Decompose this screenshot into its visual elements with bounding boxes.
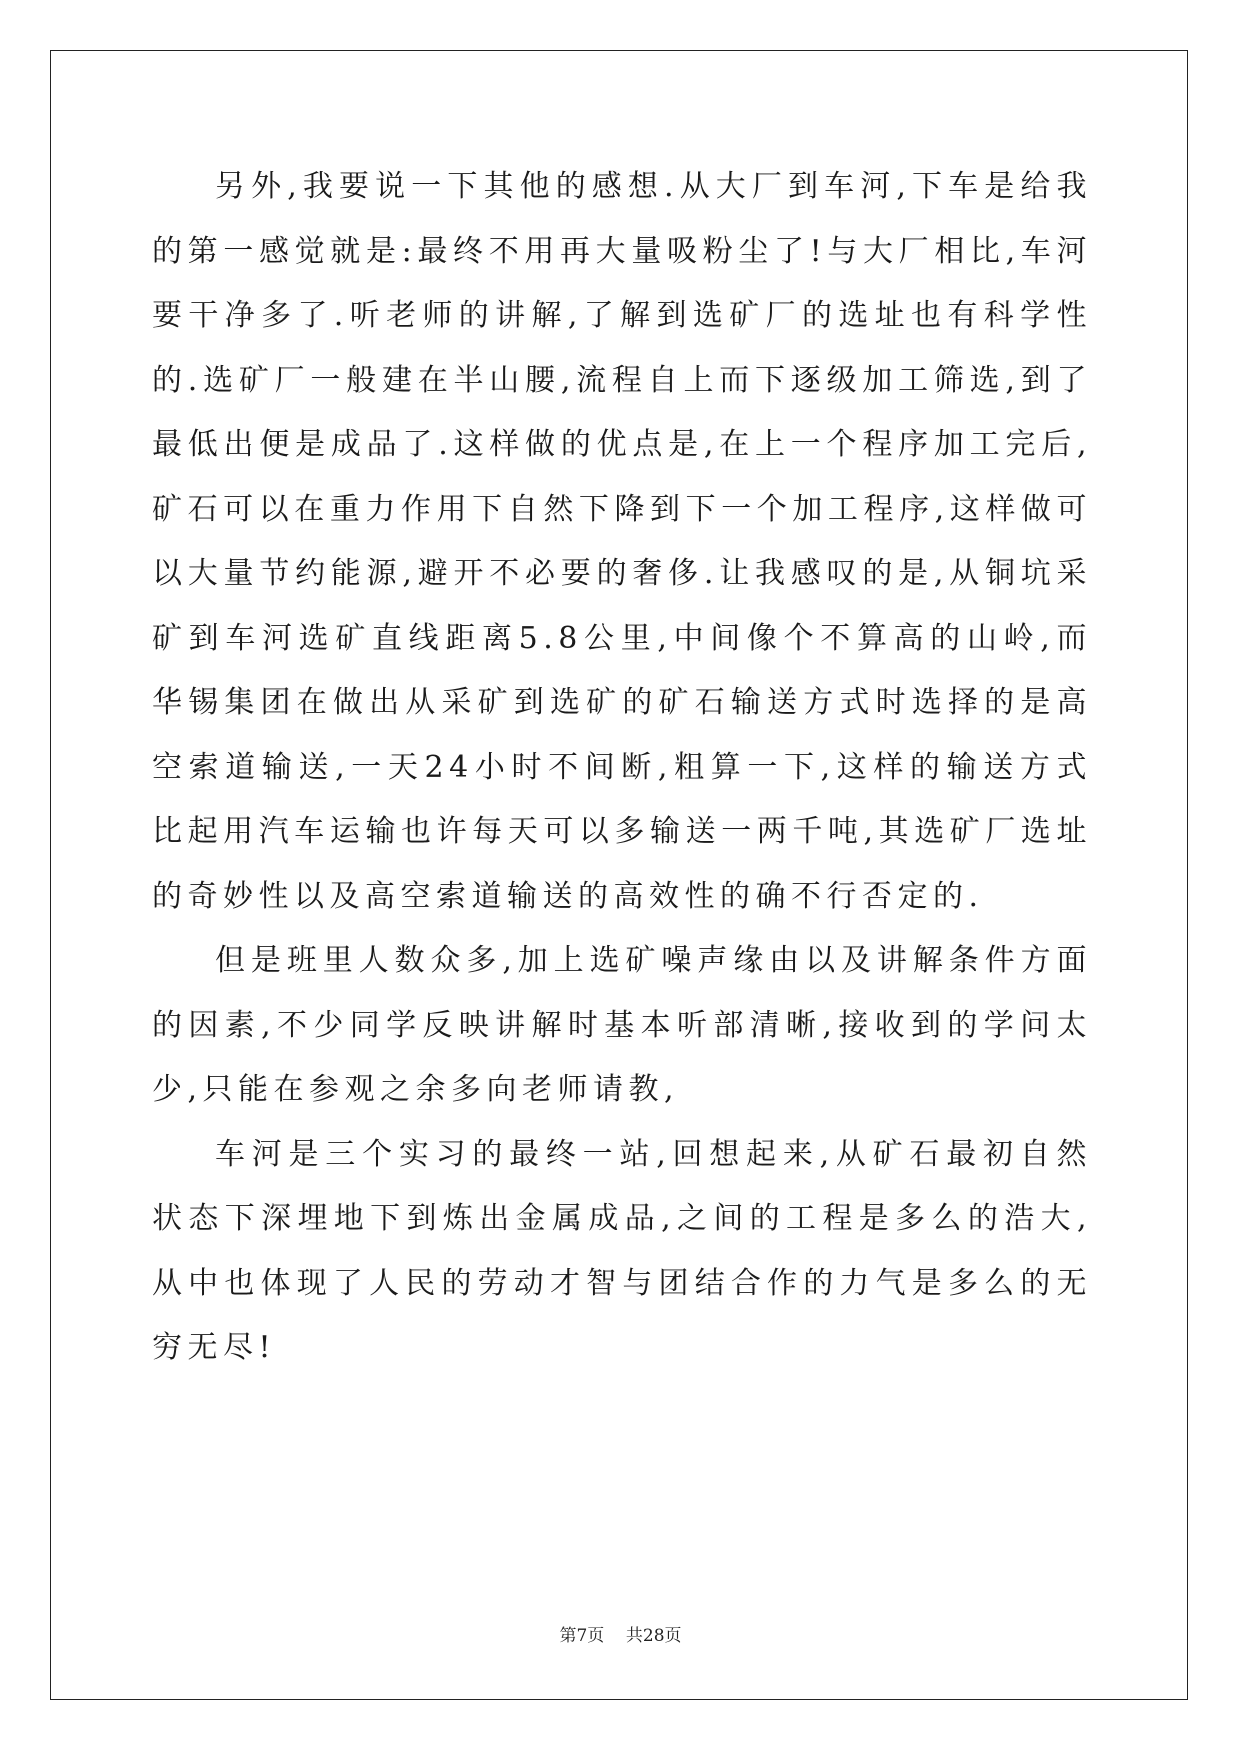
page-number: 第7页 (559, 1626, 605, 1646)
page-footer (0, 1621, 1241, 1646)
total-pages: 共28页 (625, 1626, 682, 1646)
paragraph: 但是班里人数众多,加上选矿噪声缘由以及讲解条件方面的因素,不少同学反映讲解时基本听部清晰,接收到的学问太少,只能在参观之余多向老师请教, (152, 943, 1092, 1107)
paragraph: 另外,我要说一下其他的感想.从大厂到车河,下车是给我的第一感觉就是:最终不用再大量吸粉尘了!与大厂相比,车河要干净多了.听老师的讲解,了解到选矿厂的选址也有科学性的.选矿厂一般建在半山腰,流程自上而下逐级加工筛选,到了最低出便是成品了.这样做的优点是,在上一个程序加工完后,矿石可以在重力作用下自然下降到下一个加工程序,这样做可以大量节约能源,避开不必要的奢侈.让我感叹的是,从铜坑采矿到车河选矿直线距离5.8公里,中间像个不算高的山岭,而华锡集团在做出从采矿到选矿的矿石输送方式时选择的是高空索道输送,一天24小时不间断,粗算一下,这样的输送方式比起用汽车运输也许每天可以多输送一两千吨,其选矿厂选址的奇妙性以及高空索道输送的高效性的确不行否定的. (152, 169, 1092, 914)
paragraph: 车河是三个实习的最终一站,回想起来,从矿石最初自然状态下深埋地下到炼出金属成品,之间的工程是多么的浩大,从中也体现了人民的劳动才智与团结合作的力气是多么的无穷无尽! (152, 1136, 1092, 1365)
document-body (152, 155, 1092, 1381)
